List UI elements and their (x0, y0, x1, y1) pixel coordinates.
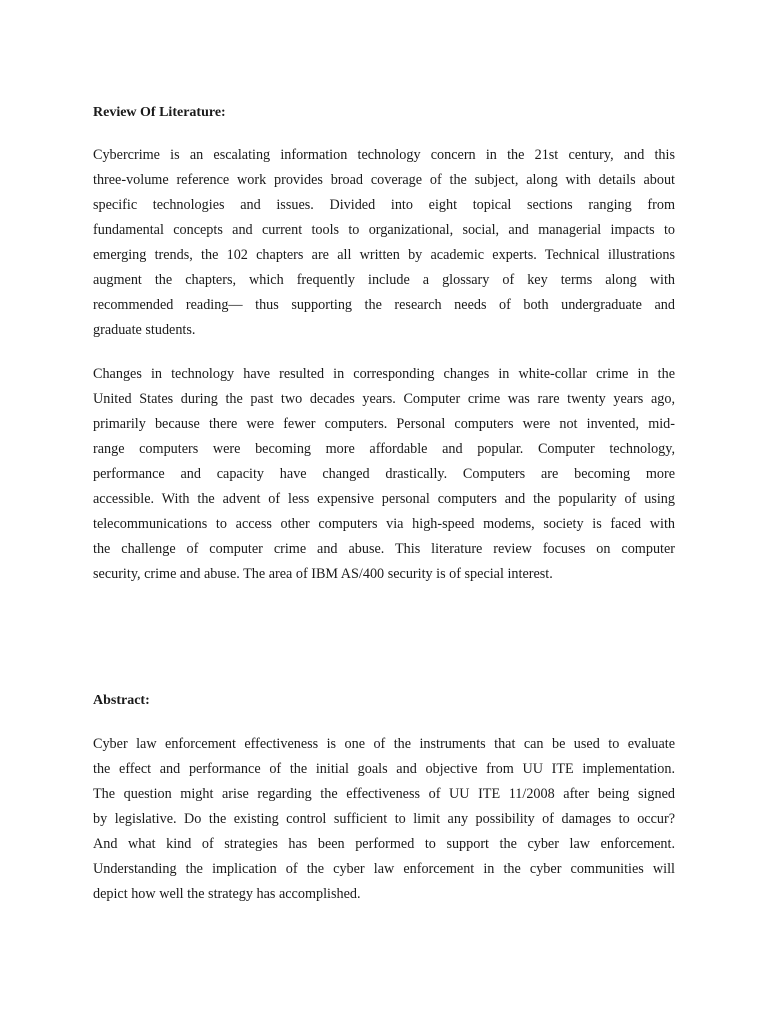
text-line: telecommunications to access other computers via high-speed modems, society is faced with (93, 516, 675, 532)
text-line: the challenge of computer crime and abuse. This literature review focuses on computer (93, 541, 675, 557)
text-line: recommended reading— thus supporting the research needs of both undergraduate and (93, 297, 675, 313)
text-line: the effect and performance of the initial goals and objective from UU ITE implementation. (93, 761, 675, 777)
text-line: Cyber law enforcement effectiveness is one of the instruments that can be used to evaluate (93, 736, 675, 752)
text-line: three-volume reference work provides broad coverage of the subject, along with details about (93, 172, 675, 188)
text-line: Cybercrime is an escalating information technology concern in the 21st century, and this (93, 147, 675, 163)
review-paragraph-1 (93, 143, 675, 343)
text-line: primarily because there were fewer computers. Personal computers were not invented, mid- (93, 416, 675, 432)
review-of-literature-heading: Review Of Literature: (93, 105, 226, 120)
abstract-heading: Abstract: (93, 693, 150, 708)
text-line: fundamental concepts and current tools to organizational, social, and managerial impacts to (93, 222, 675, 238)
text-line: And what kind of strategies has been performed to support the cyber law enforcement. (93, 836, 675, 852)
abstract-paragraph (93, 732, 675, 907)
text-line: Understanding the implication of the cyber law enforcement in the cyber communities will (93, 861, 675, 877)
text-line: graduate students. (93, 322, 196, 338)
text-line: by legislative. Do the existing control sufficient to limit any possibility of damages to occur? (93, 811, 675, 827)
text-line: Changes in technology have resulted in corresponding changes in white-collar crime in the (93, 366, 675, 382)
text-line: United States during the past two decades years. Computer crime was rare twenty years ago, (93, 391, 675, 407)
text-line: specific technologies and issues. Divided into eight topical sections ranging from (93, 197, 675, 213)
text-line: emerging trends, the 102 chapters are all written by academic experts. Technical illustrations (93, 247, 675, 263)
text-line: range computers were becoming more affordable and popular. Computer technology, (93, 441, 675, 457)
review-paragraph-2 (93, 362, 675, 587)
text-line: performance and capacity have changed drastically. Computers are becoming more (93, 466, 675, 482)
text-line: accessible. With the advent of less expensive personal computers and the popularity of using (93, 491, 675, 507)
text-line: security, crime and abuse. The area of IBM AS/400 security is of special interest. (93, 566, 553, 582)
text-line: depict how well the strategy has accomplished. (93, 886, 361, 902)
text-line: The question might arise regarding the effectiveness of UU ITE 11/2008 after being signed (93, 786, 675, 802)
text-line: augment the chapters, which frequently include a glossary of key terms along with (93, 272, 675, 288)
